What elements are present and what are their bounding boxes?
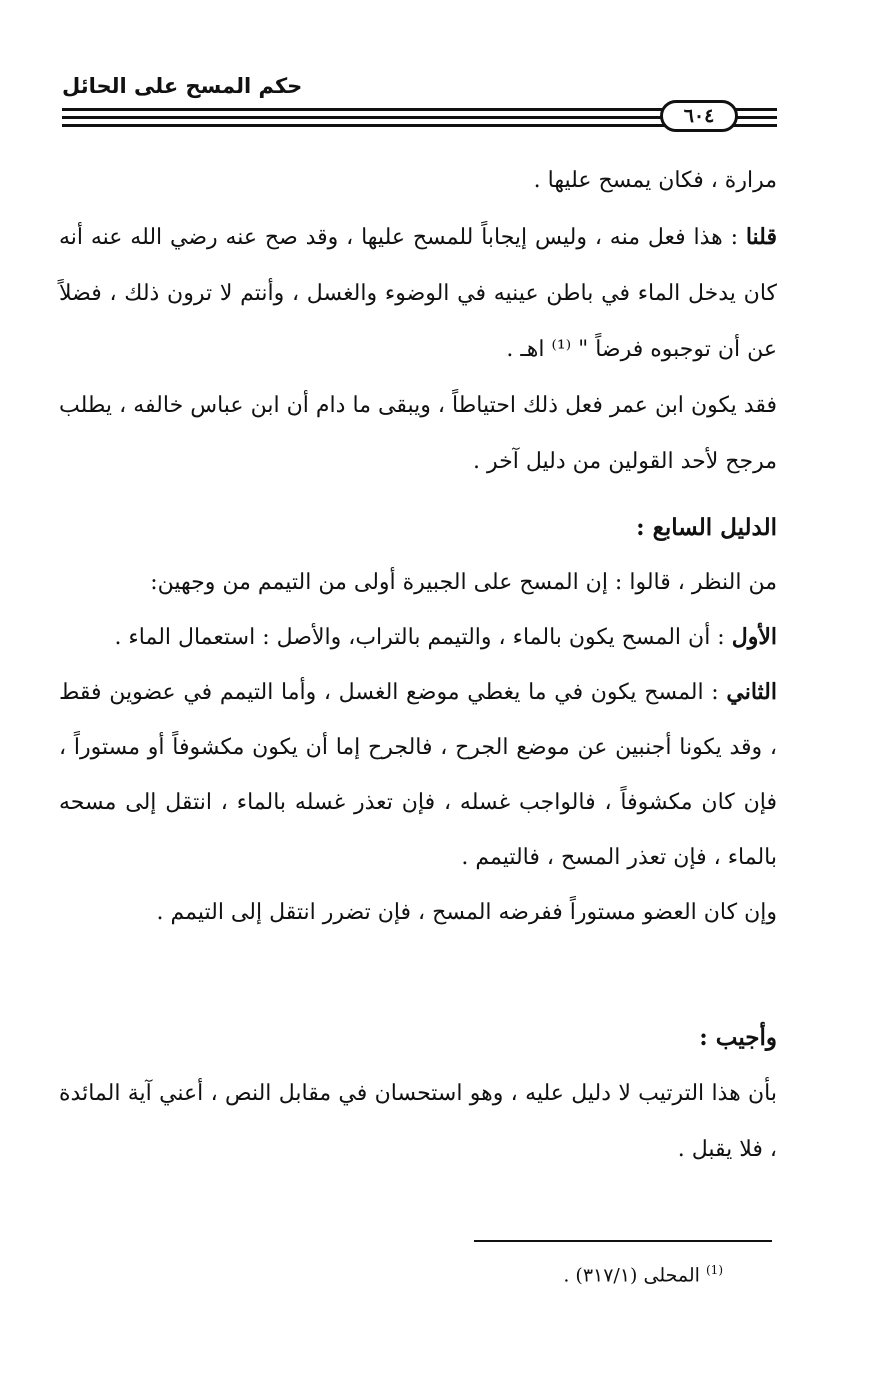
page-number: ٦٠٤ (683, 105, 715, 127)
body-block-1 (59, 153, 777, 490)
header-title: حكم المسح على الحائل (62, 74, 303, 98)
paragraph-2: قلنا : هذا فعل منه ، وليس إيجاباً للمسح عليها ، وقد صح عنه رضي الله عنه أنه كان يدخل الماء في باطن عينيه في الوضوء والغسل ، وأنتم لا ترون ذلك ، فضلاً عن أن توجبوه فرضاً " ⁽¹⁾ اهـ . (59, 224, 777, 362)
paragraph-4: من النظر ، قالوا : إن المسح على الجبيرة أولى من التيمم من وجهين: (150, 570, 777, 595)
paragraph-3: فقد يكون ابن عمر فعل ذلك احتياطاً ، ويبقى ما دام أن ابن عباس خالفه ، يطلب مرجح لأحد القولين من دليل آخر . (59, 393, 777, 474)
paragraph-6: الثاني : المسح يكون في ما يغطي موضع الغسل ، وأما التيمم في عضوين فقط ، وقد يكونا أجنبين عن موضع الجرح ، فالجرح إما أن يكون مكشوفاً أو مستوراً ، فإن كان مكشوفاً ، فالواجب غسله ، فإن تعذر غسله بالماء ، انتقل إلى مسحه بالماء ، فإن تعذر المسح ، فالتيمم . (59, 679, 777, 870)
footnote-marker: (1) (705, 1263, 723, 1277)
page-number-badge (660, 100, 738, 132)
footnote-text: المحلى (٣١٧/١) . (563, 1264, 706, 1287)
body-block-3 (59, 1010, 777, 1178)
footnote-divider (474, 1240, 772, 1242)
paragraph-5: الأول : أن المسح يكون بالماء ، والتيمم بالتراب، والأصل : استعمال الماء . (114, 624, 777, 650)
section-heading-response: وأجيب : (699, 1024, 777, 1051)
paragraph-7: وإن كان العضو مستوراً ففرضه المسح ، فإن تضرر انتقل إلى التيمم . (156, 900, 777, 925)
section-heading-seventh-evidence: الدليل السابع : (636, 514, 777, 541)
paragraph-1: مرارة ، فكان يمسح عليها . (533, 168, 777, 193)
paragraph-8: بأن هذا الترتيب لا دليل عليه ، وهو استحسان في مقابل النص ، أعني آية المائدة ، فلا يقبل . (59, 1081, 777, 1162)
footnote (563, 1263, 723, 1286)
body-block-2 (59, 500, 777, 940)
